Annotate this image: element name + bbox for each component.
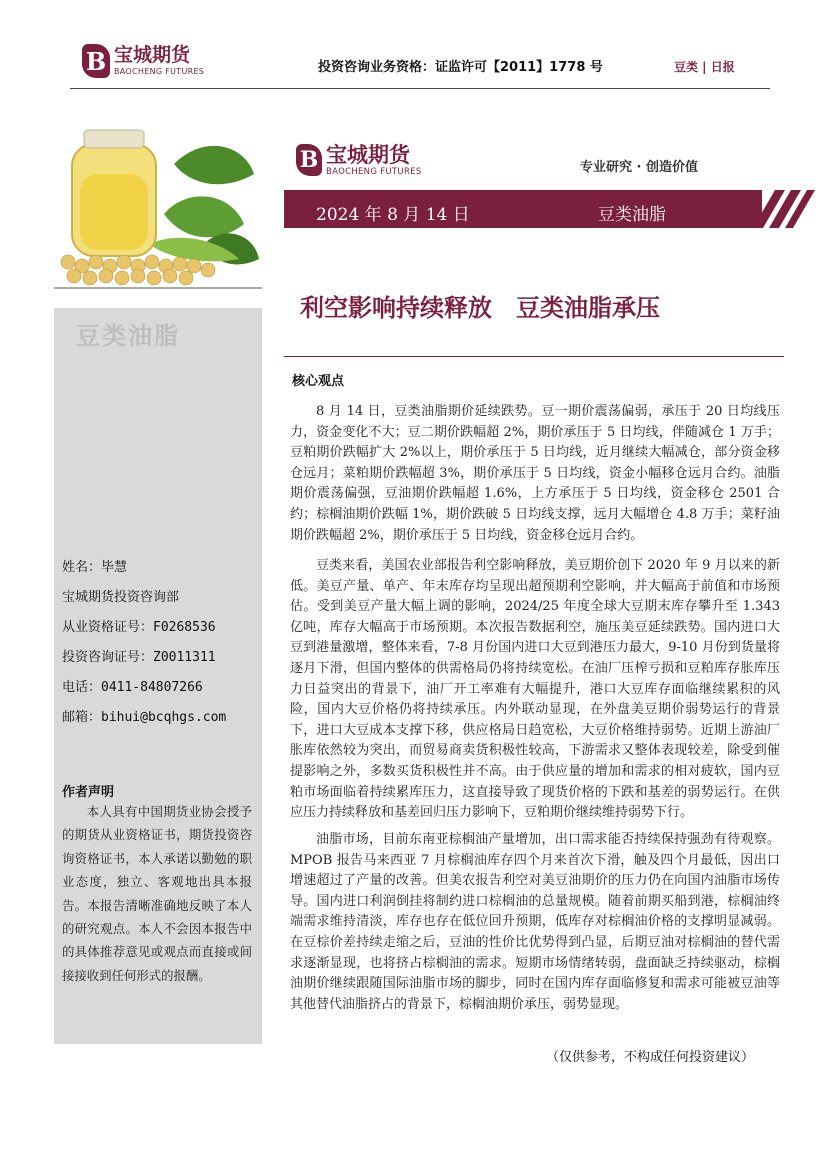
statement-body: 本人具有中国期货业协会授予的期货从业资格证书，期货投资咨询资格证书，本人承诺以勤勉的职业态度，独立、客观地出具本报告。本报告清晰准确地反映了本人的研究观点。本人不会因本报告中的具体推荐意见或观点而直接或间接接收到任何形式的报酬。 bbox=[62, 804, 252, 983]
statement-title: 作者声明 bbox=[62, 785, 115, 800]
report-date: 2024 年 8 月 14 日 bbox=[316, 205, 470, 225]
soybean-oil-image bbox=[54, 94, 262, 308]
header-logo-en: BAOCHENG FUTURES bbox=[114, 67, 205, 76]
qualification-text: 投资咨询业务资格：证监许可【2011】1778 号 bbox=[318, 60, 603, 75]
report-headline: 利空影响持续释放 豆类油脂承压 bbox=[300, 294, 660, 322]
contact-department: 宝城期货投资咨询部 bbox=[62, 590, 180, 605]
headline-divider bbox=[284, 356, 784, 357]
brand-motto: 专业研究 · 创造价值 bbox=[580, 160, 698, 175]
disclaimer-text: （仅供参考，不构成任何投资建议） bbox=[546, 1050, 755, 1065]
brand-logo-en: BAOCHENG FUTURES bbox=[326, 167, 422, 177]
header-logo bbox=[82, 44, 204, 78]
header-logo-cn: 宝城期货 bbox=[114, 44, 191, 66]
contact-phone: 电话：0411-84807266 bbox=[62, 680, 203, 695]
contact-name: 姓名：毕慧 bbox=[62, 560, 128, 575]
paragraph-oils-analysis: 油脂市场，目前东南亚棕榈油产量增加，出口需求能否持续保持强劲有待观察。MPOB 报告马来西亚 7 月棕榈油库存四个月来首次下滑，触及四个月最低，因出口增速超过了产量的改善。但美农报告利空对美豆油期价的压力仍在向国内油脂市场传导。国内进口利润倒挂将制约进口棕榈油的总量规模。随着前期买船到港，棕榈油终端需求维持清淡，库存也存在低位回升预期，低库存对棕榈油价格的支撑明显减弱。在豆棕价差持续走缩之后，豆油的性价比优势得到凸显，后期豆油对棕榈油的替代需求逐渐显现，也将挤占棕榈油的需求。短期市场情绪转弱，盘面缺乏持续驱动，棕榈油期价继续跟随国际油脂市场的脚步，同时在国内库存面临修复和需求可能被豆油等其他替代油脂挤占的背景下，棕榈油期价承压，弱势显现。 bbox=[290, 832, 780, 1012]
report-tag: 豆类 | 日报 bbox=[674, 60, 735, 74]
sidebar-category-label: 豆类油脂 bbox=[76, 322, 180, 350]
brand-logo bbox=[296, 144, 422, 177]
contact-consulting-license: 投资咨询证号：Z0011311 bbox=[62, 650, 216, 665]
baocheng-logo-icon: B bbox=[82, 44, 110, 78]
baocheng-logo-icon: B bbox=[296, 144, 322, 176]
paragraph-market-summary: 8 月 14 日，豆类油脂期价延续跌势。豆一期价震荡偏弱，承压于 20 日均线压力，资金变化不大；豆二期价跌幅超 2%，期价承压于 5 日均线，伴随减仓 1 万手；豆粕期价跌幅扩大 2%以上，期价承压于 5 日均线，近月继续大幅减仓，部分资金移仓远月；菜粕期价跌幅超 3%，期价承压于 5 日均线，资金小幅移仓远月合约。油脂期价震荡偏强，豆油期价跌幅超 1.6%，上方承压于 5 日均线，资金移仓 2501 合约；棕榈油期价跌幅 1%，期价跌破 5 日均线支撑，远月大幅增仓 4.8 万手；菜籽油期价跌幅超 2%，期价承压于 5 日均线，资金移仓远月合约。 bbox=[290, 404, 780, 543]
header-divider bbox=[70, 88, 770, 89]
brand-logo-cn: 宝城期货 bbox=[326, 142, 410, 167]
contact-email: 邮箱：bihui@bcqhgs.com bbox=[62, 710, 227, 725]
section-title: 核心观点 bbox=[292, 374, 345, 389]
paragraph-soybean-analysis: 豆类来看，美国农业部报告利空影响释放，美豆期价创下 2020 年 9 月以来的新低。美豆产量、单产、年末库存均呈现出超预期利空影响，并大幅高于前值和市场预估。受到美豆产量大幅上调的影响，2024/25 年度全球大豆期末库存攀升至 1.343 亿吨，库存大幅高于市场预期。本次报告数据利空，施压美豆延续跌势。国内进口大豆到港量激增，整体来看，7-8 月份国内进口大豆到港压力最大，9-10 月份到货量将逐月下滑，但国内整体的供需格局仍将持续宽松。在油厂压榨亏损和豆粕库存胀库压力日益突出的背景下，油厂开工率难有大幅提升，港口大豆库存面临继续累积的风险，国内大豆价格仍将持续承压。内外联动显现，在外盘美豆期价弱势运行的背景下，进口大豆成本支撑下移，供应格局日趋宽松，大豆价格维持弱势。近期上游油厂胀库依然较为突出，而贸易商卖货积极性较高，下游需求又整体表现较差，除受到催提影响之外，多数买货积极性并不高。由于供应量的增加和需求的相对疲软，国内豆粕市场面临着持续累库压力，这直接导致了现货价格的下跌和基差的弱势运行。在供应压力持续释放和基差回归压力影响下，豆粕期价继续维持弱势下行。 bbox=[290, 558, 780, 821]
contact-license: 从业资格证号：F0268536 bbox=[62, 620, 216, 635]
report-category: 豆类油脂 bbox=[598, 205, 666, 225]
